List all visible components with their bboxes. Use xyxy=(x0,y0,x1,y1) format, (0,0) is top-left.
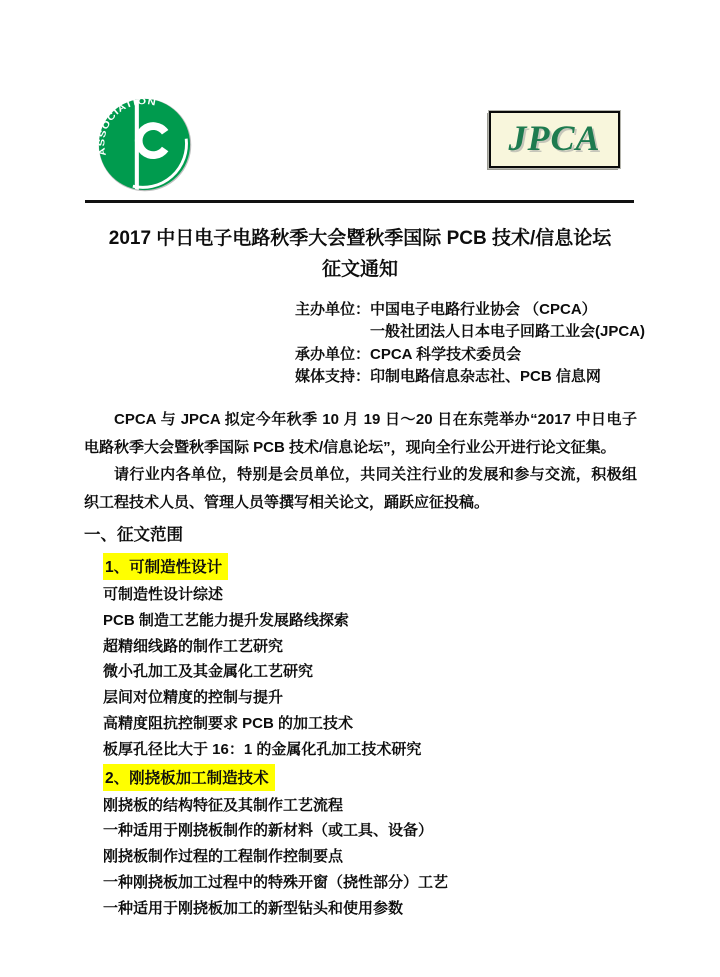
topic-item: 刚挠板的结构特征及其制作工艺流程 xyxy=(103,796,344,814)
jpca-logo xyxy=(489,111,620,168)
organizer-row-host xyxy=(295,299,645,321)
topic-item: PCB 制造工艺能力提升发展路线探索 xyxy=(103,611,349,629)
title-line-1: 2017 中日电子电路秋季大会暨秋季国际 PCB 技术/信息论坛 xyxy=(108,228,612,249)
organizer-value: 印制电路信息杂志社、PCB 信息网 xyxy=(370,367,601,385)
header-divider xyxy=(85,200,634,203)
paragraph: CPCA 与 JPCA 拟定今年秋季 10 月 19 日～20 日在东莞举办“2017 中日电子电路秋季大会暨秋季国际 PCB 技术/信息论坛”，现向全行业公开进行论文征集。 xyxy=(84,411,637,456)
paragraph: 请行业内各单位，特别是会员单位，共同关注行业的发展和参与交流，积极组织工程技术人员、管理人员等撰写相关论文，踊跃应征投稿。 xyxy=(84,466,637,511)
jpca-logo-text: JPCA xyxy=(508,117,601,158)
organizer-row-host-2 xyxy=(295,321,645,343)
organizer-row-undertaker xyxy=(295,344,645,366)
topic-item: 可制造性设计综述 xyxy=(103,586,224,603)
organizer-value: 中国电子电路行业协会 （CPCA） xyxy=(370,301,597,318)
intro-paragraphs xyxy=(84,406,637,516)
topic-group-title-highlighted: 1、可制造性设计 xyxy=(103,553,228,580)
organizer-value: 一般社团法人日本电子回路工业会(JPCA) xyxy=(370,323,646,341)
topic-item: 一种刚挠板加工过程中的特殊开窗（挠性部分）工艺 xyxy=(103,873,449,891)
topic-item: 一种适用于刚挠板加工的新型钻头和使用参数 xyxy=(103,899,404,917)
topic-item: 刚挠板制作过程的工程制作控制要点 xyxy=(103,848,344,866)
topic-item: 超精细线路的制作工艺研究 xyxy=(103,637,284,655)
topic-item: 一种适用于刚挠板制作的新材料（或工具、设备） xyxy=(103,822,434,840)
topic-group-title-highlighted: 2、刚挠板加工制造技术 xyxy=(103,764,275,791)
topic-item: 高精度阻抗控制要求 PCB 的加工技术 xyxy=(103,714,354,732)
call-for-papers-section xyxy=(84,521,637,922)
cpca-logo-icon xyxy=(95,96,194,193)
title-line-2: 征文通知 xyxy=(321,259,398,280)
section-heading: 一、征文范围 xyxy=(84,526,183,544)
cpca-logo xyxy=(95,96,194,193)
topic-item: 板厚孔径比大于 16：1 的金属化孔加工技术研究 xyxy=(103,740,422,758)
organizer-label: 媒体支持： xyxy=(295,367,371,385)
page-title xyxy=(84,223,636,285)
cpca-arc-text: ASSOCIATION xyxy=(96,96,156,157)
organizer-value: CPCA 科学技术委员会 xyxy=(370,345,522,363)
topic-list xyxy=(84,552,637,922)
topic-item: 微小孔加工及其金属化工艺研究 xyxy=(103,663,314,681)
organizer-row-media xyxy=(295,366,645,388)
topic-item: 层间对位精度的控制与提升 xyxy=(103,689,284,707)
organizer-label: 承办单位： xyxy=(295,345,371,363)
organizer-block xyxy=(295,299,645,388)
organizer-label: 主办单位： xyxy=(295,301,371,318)
